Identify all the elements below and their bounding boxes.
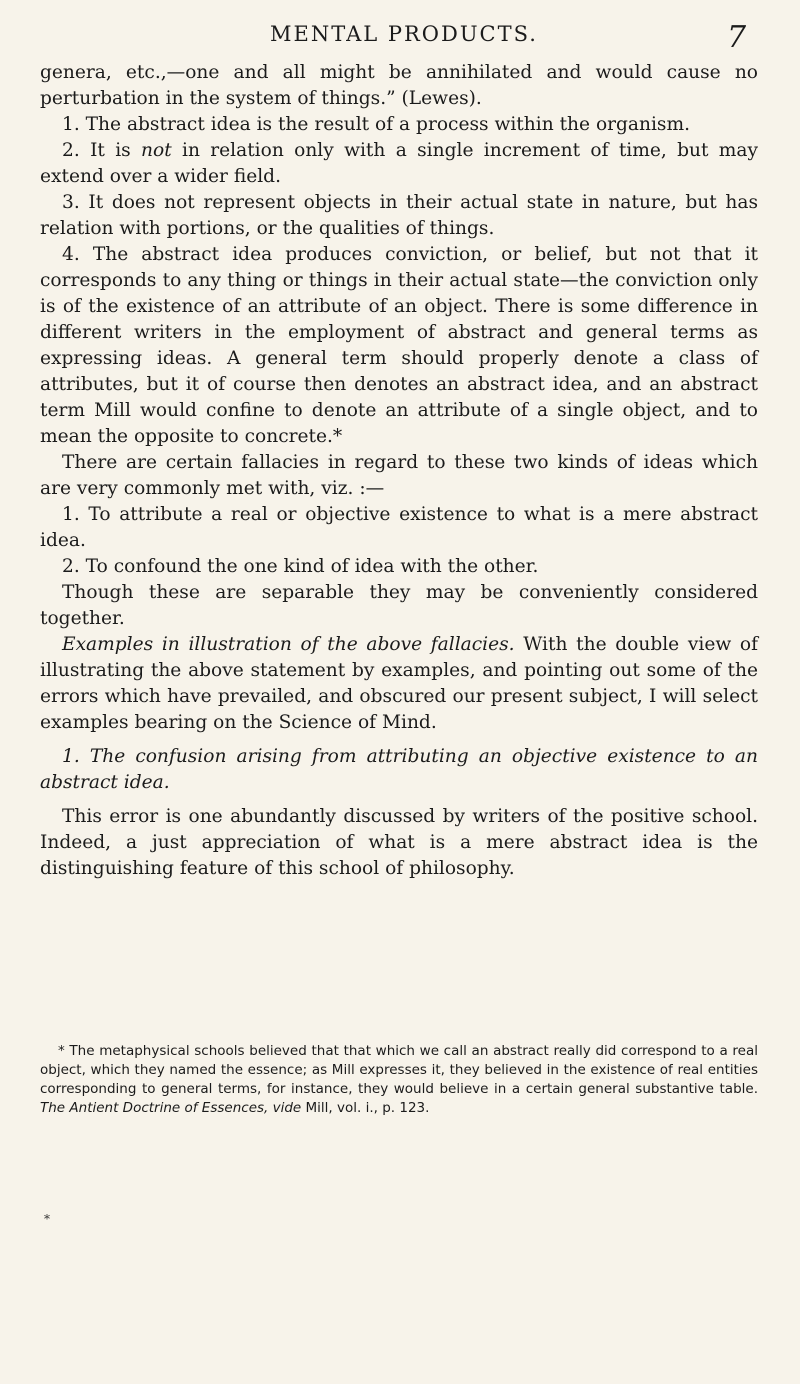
paragraph-examples: Examples in illustration of the above fallacies. With the double view of illustrating the above statement by examples, and pointing out some of the errors which have prevailed, and obscured our present subject, I will select examples bearing on the Science of Mind. [40, 634, 758, 733]
list-item-abstract-4: 4. The abstract idea produces conviction, or belief, but not that it corresponds to any thing or things in their actual state—the conviction only is of the existence of an attribute of an object. There is some difference in different writers in the employment of abstract and general terms as expressing ideas. A general term should properly denote a class of attributes, but it of course then denotes an abstract idea, and an abstract term Mill would confine to denote an attribute of a single object, and to mean the opposite to concrete.* [40, 244, 758, 447]
list-item-abstract-2: 2. It is not in relation only with a single increment of time, but may extend over a wider field. [40, 140, 759, 187]
list-item-abstract-1: 1. The abstract idea is the result of a process within the organism. [62, 114, 691, 135]
section-heading-confusion: 1. The confusion arising from attributing an objective existence to an abstract idea. [40, 746, 758, 793]
page-header [0, 20, 800, 60]
paragraph-separable: Though these are separable they may be conveniently considered together. [40, 582, 758, 629]
list-item-fallacy-1: 1. To attribute a real or objective existence to what is a mere abstract idea. [40, 504, 758, 551]
paragraph-fallacies-intro: There are certain fallacies in regard to these two kinds of ideas which are very commonly met with, viz. :— [40, 452, 758, 499]
footnote: * The metaphysical schools believed that that which we call an abstract really did correspond to a real object, which they named the essence; as Mill expresses it, they believed in the existence of real entities corresponding to general terms, for instance, they would believe in a certain general substantive table. The Antient Doctrine of Essences, vide Mill, vol. i., p. 123. [40, 1043, 758, 1116]
running-title: MENTAL PRODUCTS. [270, 22, 538, 46]
list-item-abstract-3: 3. It does not represent objects in their actual state in nature, but has relation with portions, or the qualities of things. [40, 192, 758, 239]
list-item-fallacy-2: 2. To confound the one kind of idea with the other. [62, 556, 539, 577]
page-number: 7 [727, 20, 747, 55]
paragraph-positive-school: This error is one abundantly discussed by writers of the positive school. Indeed, a just appreciation of what is a mere abstract idea is the distinguishing feature of this school of philosophy. [40, 806, 758, 879]
paragraph-continuation: genera, etc.,—one and all might be annihilated and would cause no perturbation in the system of things.” (Lewes). [40, 62, 758, 109]
main-text [40, 60, 758, 882]
examples-heading: Examples in illustration of the above fallacies. [62, 634, 515, 655]
emphasis-not: not [141, 140, 172, 161]
footnote-title: The Antient Doctrine of Essences, vide [40, 1100, 302, 1116]
stray-mark: * [44, 1212, 50, 1226]
